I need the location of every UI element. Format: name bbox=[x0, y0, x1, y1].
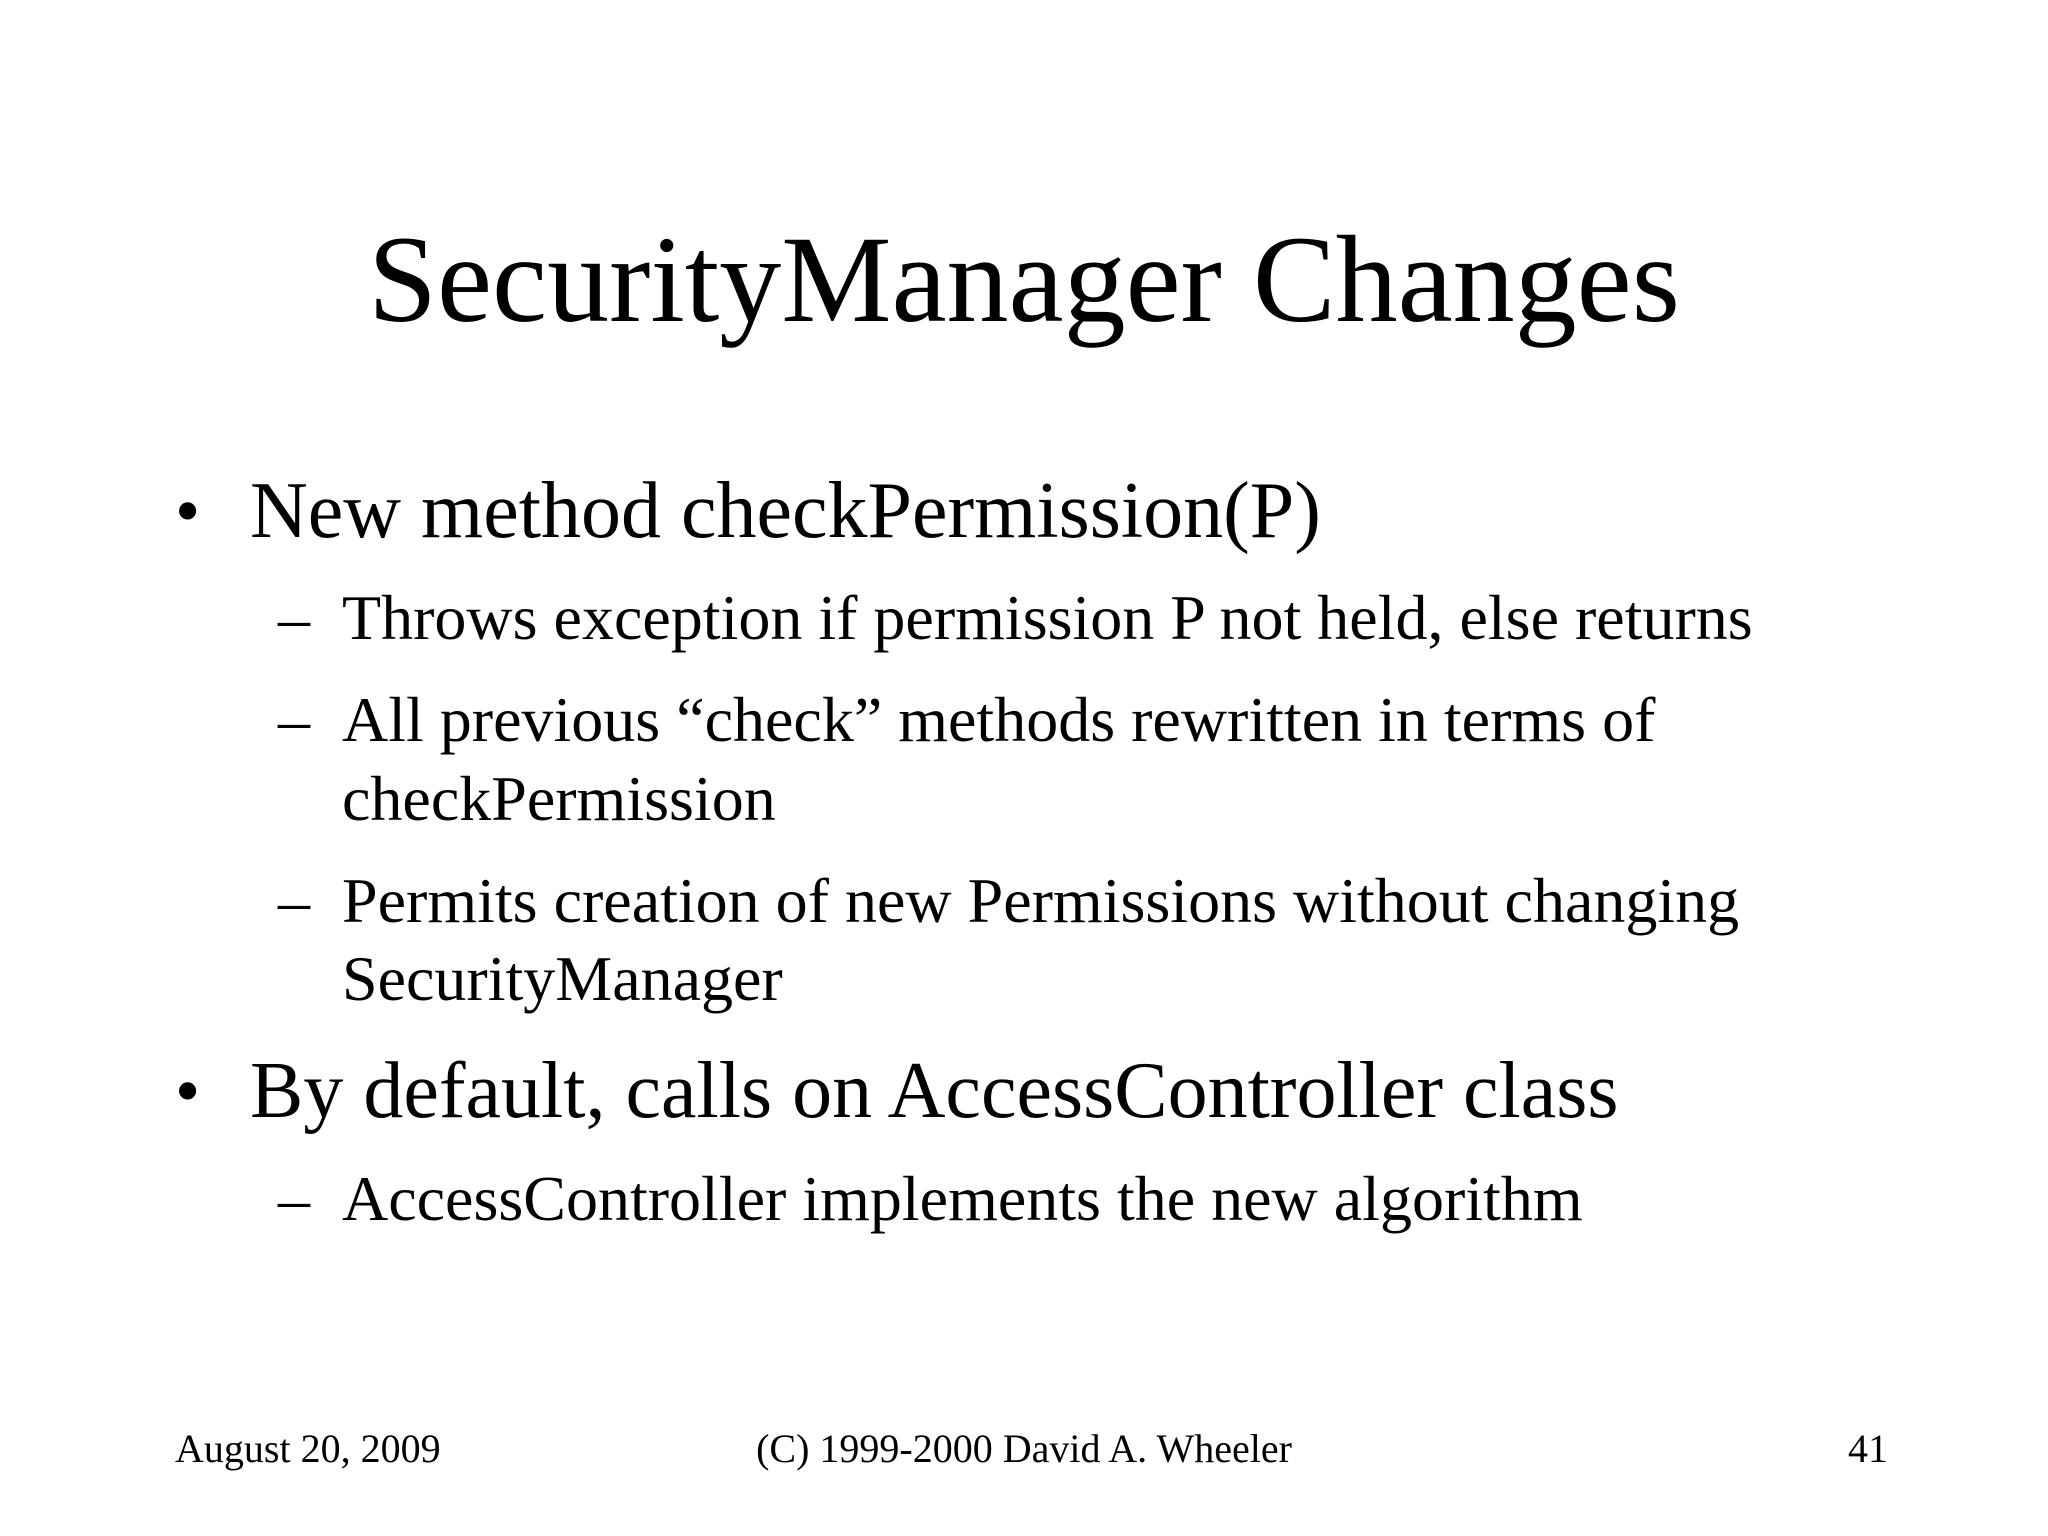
bullet-1-sub-1-line-1: Throws exception if permission P not held, else returns bbox=[342, 582, 1753, 653]
footer-date: August 20, 2009 bbox=[175, 1426, 441, 1471]
bullet-1-sub-2-line-1: All previous “check” methods rewritten in terms of bbox=[342, 684, 1656, 755]
slide-title: SecurityManager Changes bbox=[368, 211, 1680, 348]
sub-bullet-marker: – bbox=[278, 684, 310, 755]
page-number: 41 bbox=[1848, 1426, 1888, 1471]
bullet-1-sub-2-line-2: checkPermission bbox=[342, 763, 776, 834]
bullet-marker: • bbox=[175, 1051, 201, 1131]
sub-bullet-marker: – bbox=[278, 1163, 310, 1234]
bullet-2-sub-1-line-1: AccessController implements the new algorithm bbox=[342, 1163, 1583, 1234]
bullet-marker: • bbox=[175, 471, 201, 551]
bullet-1-sub-3-line-1: Permits creation of new Permissions without changing bbox=[342, 865, 1740, 936]
footer-copyright: (C) 1999-2000 David A. Wheeler bbox=[756, 1426, 1292, 1471]
bullet-2-text: By default, calls on AccessController class bbox=[250, 1047, 1619, 1135]
sub-bullet-marker: – bbox=[278, 582, 310, 653]
bullet-1-sub-3-line-2: SecurityManager bbox=[342, 943, 783, 1014]
bullet-1-text: New method checkPermission(P) bbox=[250, 467, 1321, 555]
sub-bullet-marker: – bbox=[278, 865, 310, 936]
